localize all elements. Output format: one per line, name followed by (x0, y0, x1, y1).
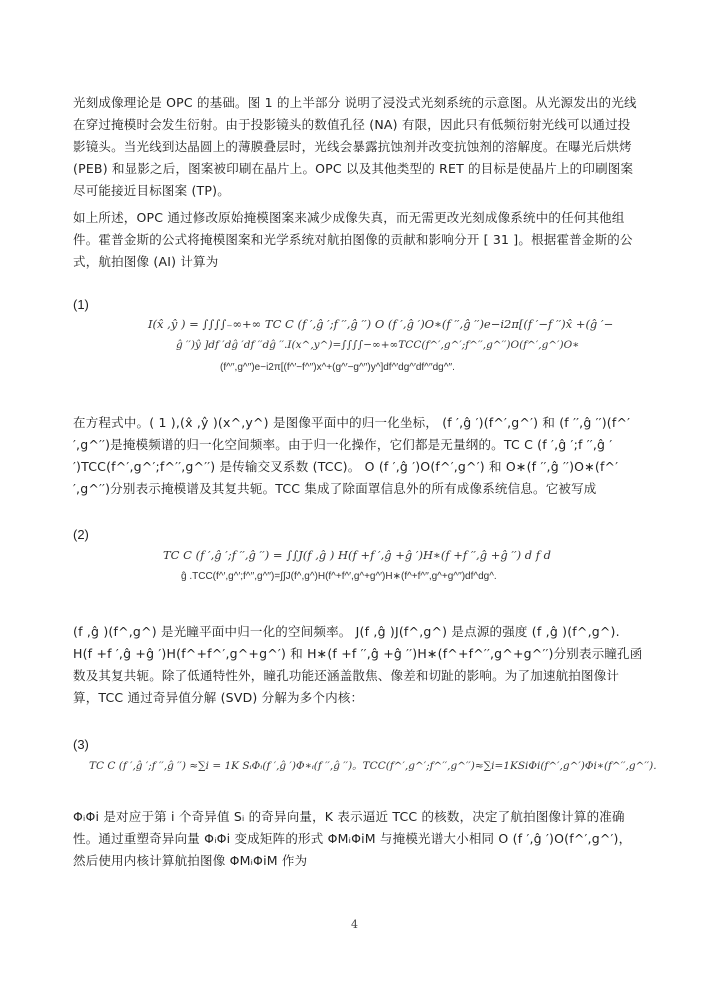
page-number: 4 (351, 918, 358, 931)
equation-1-line-2: ĝ ′′)ŷ ]df ′dĝ ′df ′′dĝ ′′.I(x^,y^)=∫∫∫∫−∞+∞TCC(f^′,g^′;f^′′,g^′′)O(f^′,g^′)O∗ (176, 339, 580, 351)
paragraph-opc-basics: 光刻成像理论是 OPC 的基础。图 1 的上半部分 说明了浸没式光刻系统的示意图。从光源发出的光线在穿过掩模时会发生衍射。由于投影镜头的数值孔径 (NA) 有限，因此只有低频衍射光线可以通过投影镜头。当光线到达晶圆上的薄膜叠层时，光线会暴露抗蚀剂并改变抗蚀剂的溶解度。在曝光后烘烤 (PEB) 和显影之后，图案被印刷在晶片上。OPC 以及其他类型的 RET 的目标是使晶片上的印刷图案尽可能接近目标图案 (TP)。 (73, 95, 637, 198)
equation-1-line-3: (f^′′,g^′′)e−i2π[(f^′−f^′′)x^+(g^′−g^′′)y^]df^′dg^′df^′′dg^′′. (220, 362, 455, 373)
paragraph-pupil-plane: (f ,ĝ )(f^,g^) 是光瞳平面中归一化的空间频率。 J(f ,ĝ )J(f^,g^) 是点源的强度 (f ,ĝ )(f^,g^). H(f +f ′,ĝ +ĝ ′)H(f^+f^′,g^+g^′) 和 H∗(f +f ′′,ĝ +ĝ ′′)H∗(f^+f^′′,g^+g^′′)分别表示瞳孔函数及其复共轭。除了低通特性外，瞳孔功能还涵盖散焦、像差和切趾的影响。为了加速航拍图像计算，TCC 通过奇异值分解 (SVD) 分解为多个内核： (73, 624, 643, 705)
paragraph-equation-1-explanation: 在方程式中。( 1 ),(x̂ ,ŷ )(x^,y^) 是图像平面中的归一化坐标， (f ′,ĝ ′)(f^′,g^′) 和 (f ′′,ĝ ′′)(f^′′,g^′′)是掩模频谱的归一化空间频率。由于归一化操作，它们都是无量纲的。TC C (f ′,ĝ ′;f ′′,ĝ ′′)TCC(f^′,g^′;f^′′,g^′′) 是传输交叉系数 (TCC)。 O (f ′,ĝ ′)O(f^′,g^′) 和 O∗(f ′′,ĝ ′′)O∗(f^′′,g^′′)分别表示掩模谱及其复共轭。TCC 集成了除面罩信息外的所有成像系统信息。它被写成 (73, 415, 631, 496)
paragraph-hopkins-formula: 如上所述，OPC 通过修改原始掩模图案来减少成像失真，而无需更改光刻成像系统中的任何其他组件。霍普金斯的公式将掩模图案和光学系统对航拍图像的贡献和影响分开 [ 31 ]。根据霍普金斯的公式，航拍图像 (AI) 计算为 (73, 210, 633, 269)
paragraph-singular-vectors: ΦᵢΦi 是对应于第 i 个奇异值 Sᵢ 的奇异向量，K 表示逼近 TCC 的核数，决定了航拍图像计算的准确性。通过重塑奇异向量 ΦᵢΦi 变成矩阵的形式 ΦMᵢΦiM 与掩模光谱大小相同 O (f ′,ĝ ′)O(f^′,g^′)，然后使用内核计算航拍图像 ΦMᵢΦiM 作为 (73, 809, 632, 868)
equation-1-line-1: I(x̂ ,ŷ ) = ∫∫∫∫₋∞+∞ TC C (f ′,ĝ ′;f ′′,ĝ ′′) O (f ′,ĝ ′)O∗(f ′′,ĝ ′′)e−i2π[(f ′−f ′′)x̂ +(ĝ ′− (148, 317, 614, 331)
equation-3-label: (3) (73, 737, 89, 752)
equation-2-line-2: ĝ .TCC(f^′,g^′;f^′′,g^′′)=∫∫J(f^,g^)H(f^+f^′,g^+g^′)H∗(f^+f^′′,g^+g^′′)df^dg^. (181, 571, 497, 582)
equation-2-line-1: TC C (f ′,ĝ ′;f ′′,ĝ ′′) = ∫∫J(f ,ĝ ) H(f +f ′,ĝ +ĝ ′)H∗(f +f ′′,ĝ +ĝ ′′) d f d (163, 548, 552, 562)
equation-1-label: (1) (73, 297, 89, 312)
equation-3-line-1: TC C (f ′,ĝ ′;f ′′,ĝ ′′) ≈∑i = 1K SᵢΦᵢ(f ′,ĝ ′)Φ∗ᵢ(f ′′,ĝ ′′)。TCC(f^′,g^′;f^′′,g^′′)≈∑i=1KSiΦi(f^′,g^′)Φi∗(f^′′,g^′′). (89, 760, 657, 772)
equation-2-label: (2) (73, 527, 89, 542)
